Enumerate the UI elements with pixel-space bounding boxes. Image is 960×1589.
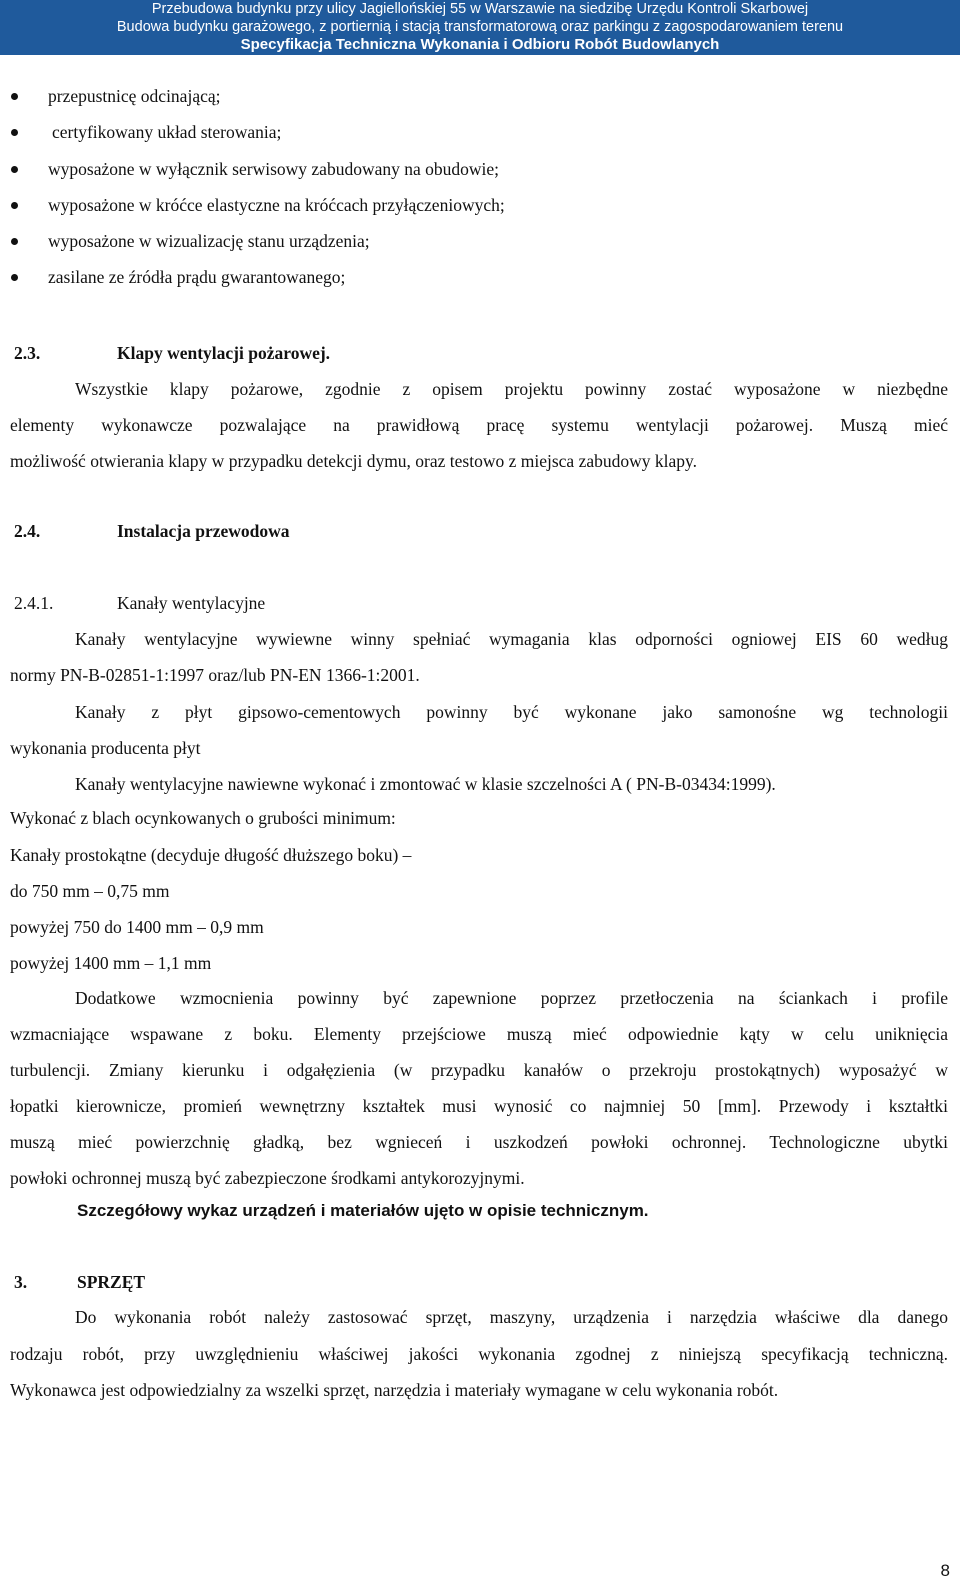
list-item: zasilane ze źródła prądu gwarantowanego; <box>48 267 346 287</box>
paragraph-line: rodzaju robót, przy uwzględnieniu właściwej jakości wykonania zgodnej z niniejszą specyfikacją techniczną. <box>10 1344 948 1364</box>
section-number: 3. <box>14 1272 28 1292</box>
paragraph-line: normy PN-B-02851-1:1997 oraz/lub PN-EN 1366-1:2001. <box>10 665 420 685</box>
paragraph-line: do 750 mm – 0,75 mm <box>10 881 170 901</box>
header-project-title: Przebudowa budynku przy ulicy Jagiellońskiej 55 w Warszawie na siedzibę Urzędu Kontroli Skarbowej <box>151 1 809 17</box>
paragraph-line: muszą mieć powierzchnię gładką, bez wgnieceń i uszkodzeń powłoki ochronnej. Technologiczne ubytki <box>10 1132 948 1152</box>
page-number: 8 <box>940 1561 950 1580</box>
paragraph-line: powyżej 1400 mm – 1,1 mm <box>10 953 212 973</box>
section-title: Klapy wentylacji pożarowej. <box>117 343 331 363</box>
paragraph-line: Wykonać z blach ocynkowanych o grubości minimum: <box>10 808 396 828</box>
list-item: certyfikowany układ sterowania; <box>52 122 282 142</box>
subsection-number: 2.4.1. <box>14 593 54 613</box>
paragraph-line: wzmacniające wspawane z boku. Elementy przejściowe muszą mieć odpowiednie kąty w celu uniknięcia <box>10 1024 948 1044</box>
paragraph-line: Dodatkowe wzmocnienia powinny być zapewnione poprzez przetłoczenia na ściankach i profile <box>75 988 948 1008</box>
section-title: SPRZĘT <box>77 1272 146 1292</box>
bullet-icon <box>11 238 18 245</box>
paragraph-line: elementy wykonawcze pozwalające na prawidłową pracę systemu wentylacji pożarowej. Muszą mieć <box>10 415 948 435</box>
section-title: Instalacja przewodowa <box>117 521 290 541</box>
paragraph-line: Wykonawca jest odpowiedzialny za wszelki sprzęt, narzędzia i materiały wymagane w celu wykonania robót. <box>10 1380 779 1400</box>
section-number: 2.4. <box>14 521 41 541</box>
paragraph-line: powłoki ochronnej muszą być zabezpieczone środkami antykorozyjnymi. <box>10 1168 525 1188</box>
paragraph-line: wykonania producenta płyt <box>10 738 201 758</box>
bold-note: Szczegółowy wykaz urządzeń i materiałów ujęto w opisie technicznym. <box>77 1201 649 1220</box>
header-project-subtitle: Budowa budynku garażowego, z portiernią i stacją transformatorową oraz parkingu z zagospodarowaniem terenu <box>116 19 844 35</box>
list-item: wyposażone w króćce elastyczne na króćcach przyłączeniowych; <box>48 195 505 215</box>
paragraph-line: możliwość otwierania klapy w przypadku detekcji dymu, oraz testowo z miejsca zabudowy klapy. <box>10 451 697 471</box>
bullet-icon <box>11 166 18 173</box>
paragraph-line: Kanały wentylacyjne nawiewne wykonać i zmontować w klasie szczelności A ( PN-B-03434:1999). <box>75 774 776 794</box>
paragraph-line: Kanały prostokątne (decyduje długość dłuższego boku) – <box>10 845 412 865</box>
paragraph-line: powyżej 750 do 1400 mm – 0,9 mm <box>10 917 264 937</box>
paragraph-line: Kanały wentylacyjne wywiewne winny spełniać wymagania klas odporności ogniowej EIS 60 według <box>75 629 948 649</box>
bullet-icon <box>11 93 18 100</box>
paragraph-line: Kanały z płyt gipsowo-cementowych powinny być wykonane jako samonośne wg technologii <box>75 702 948 722</box>
bullet-icon <box>11 274 18 281</box>
list-item: przepustnicę odcinającą; <box>48 86 221 106</box>
bullet-icon <box>11 129 18 136</box>
paragraph-line: turbulencji. Zmiany kierunku i odgałęzienia (w przypadku kanałów o przekroju prostokątnych) wyposażyć w <box>10 1060 948 1080</box>
header-spec-title: Specyfikacja Techniczna Wykonania i Odbioru Robót Budowlanych <box>240 36 720 53</box>
paragraph-line: Do wykonania robót należy zastosować sprzęt, maszyny, urządzenia i narzędzia właściwe dla danego <box>75 1307 948 1327</box>
subsection-title: Kanały wentylacyjne <box>117 593 266 613</box>
bullet-icon <box>11 202 18 209</box>
section-number: 2.3. <box>14 343 41 363</box>
list-item: wyposażone w wizualizację stanu urządzenia; <box>48 231 370 251</box>
paragraph-line: łopatki kierownicze, promień wewnętrzny kształtek musi wynosić co najmniej 50 [mm]. Przewody i kształtki <box>10 1096 948 1116</box>
paragraph-line: Wszystkie klapy pożarowe, zgodnie z opisem projektu powinny zostać wyposażone w niezbędne <box>75 379 948 399</box>
list-item: wyposażone w wyłącznik serwisowy zabudowany na obudowie; <box>48 159 499 179</box>
document-header <box>0 0 960 55</box>
